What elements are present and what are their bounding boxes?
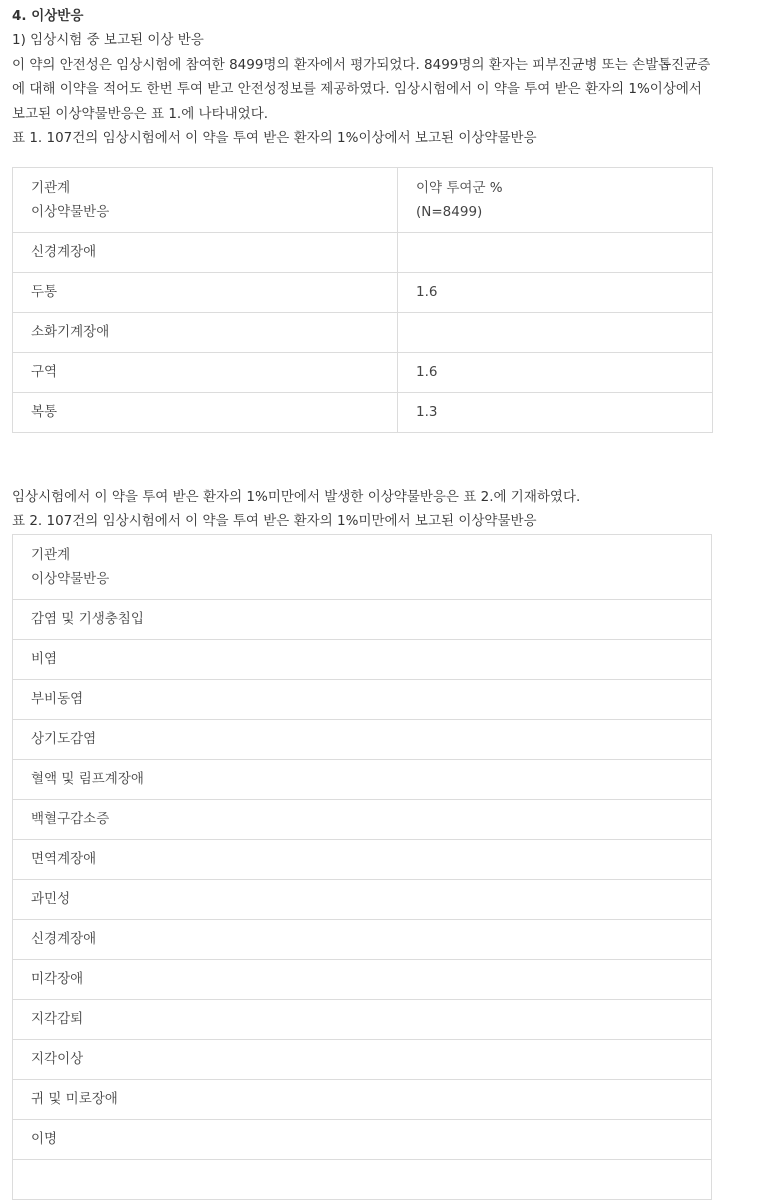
reaction-name-cell xyxy=(13,1159,712,1199)
section-spacer xyxy=(12,433,748,485)
table-row xyxy=(13,1079,712,1119)
reaction-name-cell: 두통 xyxy=(13,272,398,312)
table-row xyxy=(13,959,712,999)
reaction-name-cell: 미각장애 xyxy=(13,959,712,999)
table2-intro: 임상시험에서 이 약을 투여 받은 환자의 1%미만에서 발생한 이상약물반응은 표 2.에 기재하였다. xyxy=(12,488,581,505)
section-subtitle: 1) 임상시험 중 보고된 이상 반응 xyxy=(12,32,204,48)
reaction-name-cell: 이명 xyxy=(13,1119,712,1159)
table-row xyxy=(13,879,712,919)
table2-caption: 표 2. 107건의 임상시험에서 이 약을 투여 받은 환자의 1%미만에서 보고된 이상약물반응 xyxy=(12,513,537,529)
reaction-name-cell: 과민성 xyxy=(13,879,712,919)
table-row xyxy=(13,392,713,432)
table-row xyxy=(13,839,712,879)
table-row xyxy=(13,719,712,759)
table-row xyxy=(13,639,712,679)
table-row xyxy=(13,272,713,312)
section-title: 4. 이상반응 xyxy=(12,8,84,24)
table-row xyxy=(13,1119,712,1159)
table-header-cell xyxy=(13,534,712,599)
reaction-name-cell: 소화기계장애 xyxy=(13,312,398,352)
adverse-reactions-table-2 xyxy=(12,534,712,1200)
header-sample-size: (N=8499) xyxy=(416,203,483,220)
header-organ-system: 기관계 xyxy=(31,546,71,563)
reaction-name-cell: 신경계장애 xyxy=(13,919,712,959)
reaction-name-cell: 면역계장애 xyxy=(13,839,712,879)
table-row xyxy=(13,1159,712,1199)
header-adverse-reaction: 이상약물반응 xyxy=(31,203,110,220)
table-header-cell xyxy=(398,167,713,232)
reaction-name-cell: 상기도감염 xyxy=(13,719,712,759)
reaction-name-cell: 부비동염 xyxy=(13,679,712,719)
intro-line-2: 에 대해 이약을 적어도 한번 투여 받고 안전성정보를 제공하였다. 임상시험에서 이 약을 투여 받은 환자의 1%이상에서 xyxy=(12,81,702,97)
table-row xyxy=(13,999,712,1039)
table-header-row xyxy=(13,167,713,232)
reaction-name-cell: 지각이상 xyxy=(13,1039,712,1079)
header-treatment-group: 이약 투여군 % xyxy=(416,179,503,196)
adverse-reactions-table-1 xyxy=(12,167,713,433)
reaction-value-cell xyxy=(398,232,713,272)
header-adverse-reaction: 이상약물반응 xyxy=(31,570,110,587)
table-row xyxy=(13,919,712,959)
reaction-name-cell: 감염 및 기생충침입 xyxy=(13,599,712,639)
reaction-name-cell: 지각감퇴 xyxy=(13,999,712,1039)
reaction-value-cell: 1.6 xyxy=(398,352,713,392)
header-organ-system: 기관계 xyxy=(31,179,71,196)
table1-caption: 표 1. 107건의 임상시험에서 이 약을 투여 받은 환자의 1%이상에서 보고된 이상약물반응 xyxy=(12,130,537,146)
table-row xyxy=(13,759,712,799)
reaction-name-cell: 신경계장애 xyxy=(13,232,398,272)
reaction-name-cell: 귀 및 미로장애 xyxy=(13,1079,712,1119)
reaction-value-cell xyxy=(398,312,713,352)
table-row xyxy=(13,799,712,839)
table-row xyxy=(13,312,713,352)
table-row xyxy=(13,599,712,639)
table-row xyxy=(13,679,712,719)
table-row xyxy=(13,352,713,392)
intro-line-3: 보고된 이상약물반응은 표 1.에 나타내었다. xyxy=(12,105,269,122)
reaction-name-cell: 백혈구감소증 xyxy=(13,799,712,839)
table-header-cell xyxy=(13,167,398,232)
reaction-name-cell: 혈액 및 림프계장애 xyxy=(13,759,712,799)
reaction-name-cell: 구역 xyxy=(13,352,398,392)
reaction-value-cell: 1.3 xyxy=(398,392,713,432)
reaction-value-cell: 1.6 xyxy=(398,272,713,312)
table-row xyxy=(13,232,713,272)
table-header-row xyxy=(13,534,712,599)
intro-line-1: 이 약의 안전성은 임상시험에 참여한 8499명의 환자에서 평가되었다. 8499명의 환자는 피부진균병 또는 손발톱진균증 xyxy=(12,56,711,73)
table-row xyxy=(13,1039,712,1079)
reaction-name-cell: 복통 xyxy=(13,392,398,432)
reaction-name-cell: 비염 xyxy=(13,639,712,679)
